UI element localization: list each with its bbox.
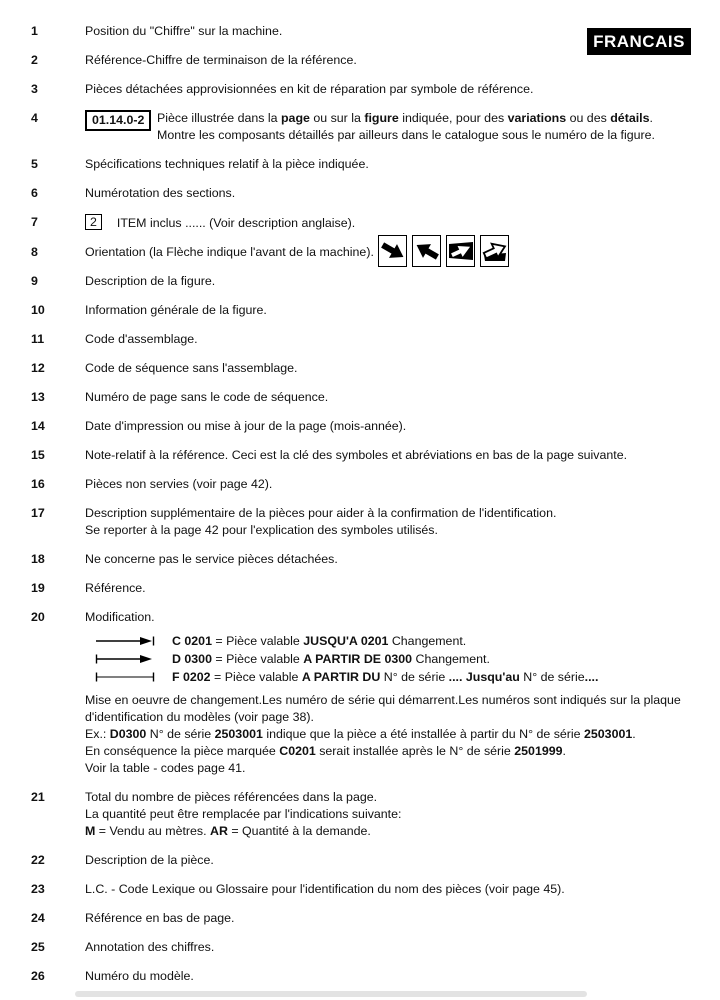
modification-legend-row <box>95 650 694 668</box>
text-segment: N° de série <box>146 727 215 741</box>
text-segment: 2503001 <box>584 727 633 741</box>
item-content <box>85 881 720 898</box>
item-number: 20 <box>31 610 45 624</box>
legend-item-row <box>0 81 720 98</box>
item-content <box>85 302 720 319</box>
text-line <box>85 910 694 927</box>
text-line <box>157 110 694 127</box>
item-content <box>85 447 720 464</box>
text-segment: = Quantité à la demande. <box>227 824 371 838</box>
text-line <box>85 505 694 522</box>
legend-item-row <box>0 910 720 927</box>
item-content <box>85 418 720 435</box>
text-segment: Code d'assemblage. <box>85 332 198 346</box>
item-number: 1 <box>31 24 38 38</box>
text-segment: Mise en oeuvre de changement.Les numéro de série qui démarrent.Les numéros sont indiqués sur la plaque <box>85 693 681 707</box>
text-segment: Ne concerne pas le service pièces détachées. <box>85 552 338 566</box>
text-segment: M <box>85 824 96 838</box>
text-segment: page <box>280 111 310 125</box>
text-line <box>85 52 694 69</box>
text-segment: Numéro de page sans le code de séquence. <box>85 390 329 404</box>
text-line <box>85 881 694 898</box>
item-lines <box>85 273 694 290</box>
item-lines <box>85 505 694 539</box>
text-line <box>85 302 694 319</box>
text-segment: ITEM inclus ...... (Voir description anglaise). <box>116 216 356 230</box>
text-segment: AR <box>210 824 228 838</box>
text-line <box>85 551 694 568</box>
text-segment: Référence. <box>85 581 146 595</box>
legend-item-row <box>0 360 720 377</box>
item-content <box>85 389 720 406</box>
legend-row-text <box>172 651 490 668</box>
text-line <box>85 360 694 377</box>
text-segment: 2503001 <box>214 727 263 741</box>
text-segment: indiquée, pour des <box>398 111 508 125</box>
modification-legend-row <box>95 668 694 686</box>
item-lines <box>85 81 694 98</box>
item-lines <box>85 476 694 493</box>
item-content <box>85 156 720 173</box>
text-segment: Numérotation des sections. <box>85 186 236 200</box>
item-number: 2 <box>31 53 38 67</box>
text-line <box>85 418 694 435</box>
item-lines <box>85 447 694 464</box>
legend-item-row <box>0 447 720 464</box>
bar-to-arrow-icon <box>95 653 157 665</box>
text-line <box>85 156 694 173</box>
item-lines <box>85 968 694 985</box>
language-badge: FRANCAIS <box>587 28 691 55</box>
text-segment: = Vendu au mètres. <box>95 824 211 838</box>
legend-list <box>0 23 720 985</box>
item-lines <box>85 418 694 435</box>
item-number: 25 <box>31 940 45 954</box>
text-segment: D0300 <box>109 727 147 741</box>
text-segment: Total du nombre de pièces référencées dans la page. <box>85 790 378 804</box>
item-content <box>85 968 720 985</box>
text-line <box>85 522 694 539</box>
text-segment: A PARTIR DU <box>301 669 381 684</box>
orientation-arrow-sw-icon <box>412 235 441 267</box>
text-segment: N° de série <box>380 669 449 684</box>
legend-item-row <box>0 476 720 493</box>
text-segment: ou des <box>566 111 611 125</box>
text-segment: Se reporter à la page 42 pour l'explication des symboles utilisés. <box>85 523 438 537</box>
text-segment: = Pièce valable <box>211 651 304 666</box>
item-number: 16 <box>31 477 45 491</box>
text-segment: indique que la pièce a été installée à partir du N° de série <box>262 727 584 741</box>
legend-item-row <box>0 580 720 597</box>
item-content <box>85 331 720 348</box>
text-line <box>85 273 694 290</box>
item-content <box>85 476 720 493</box>
text-segment: Numéro du modèle. <box>85 969 194 983</box>
item-lines <box>157 110 694 144</box>
text-segment: ou sur la <box>309 111 365 125</box>
text-line <box>85 23 694 40</box>
item-number: 13 <box>31 390 45 404</box>
item-number: 7 <box>31 215 38 229</box>
item-content <box>85 273 720 290</box>
item-content <box>85 551 720 568</box>
legend-item-row <box>0 968 720 985</box>
text-segment: = Pièce valable <box>210 669 302 684</box>
item-lines <box>85 939 694 956</box>
item-content <box>85 214 720 232</box>
text-segment: A PARTIR DE 0300 <box>303 651 413 666</box>
text-segment: Date d'impression ou mise à jour de la page (mois-année). <box>85 419 407 433</box>
item-number: 26 <box>31 969 45 983</box>
item-number: 12 <box>31 361 45 375</box>
text-line <box>85 214 694 232</box>
item-content <box>85 81 720 98</box>
legend-item-row <box>0 156 720 173</box>
legend-item-row <box>0 52 720 69</box>
orientation-icons <box>378 235 509 267</box>
item-lines <box>85 52 694 69</box>
legend-item-row <box>0 418 720 435</box>
modification-legend <box>95 632 694 686</box>
text-segment: Modification. <box>85 610 155 624</box>
text-segment: Référence-Chiffre de terminaison de la référence. <box>85 53 357 67</box>
item-number: 15 <box>31 448 45 462</box>
item-lines <box>85 881 694 898</box>
legend-item-row <box>0 185 720 202</box>
item-lines <box>85 609 694 626</box>
text-segment: Position du "Chiffre" sur la machine. <box>85 24 283 38</box>
text-segment: Note-relatif à la référence. Ceci est la clé des symboles et abréviations en bas de la page suivante. <box>85 448 628 462</box>
text-line <box>85 852 694 869</box>
legend-item-row <box>0 302 720 319</box>
legend-item-row <box>0 273 720 290</box>
text-segment: . <box>649 111 653 125</box>
text-line <box>85 939 694 956</box>
orientation-arrow-ne-outline-icon <box>480 235 509 267</box>
text-segment: D 0300 <box>172 651 212 666</box>
text-line <box>85 331 694 348</box>
legend-row-text <box>172 633 466 650</box>
item-content <box>85 52 720 69</box>
orientation-arrow-ne-inverse-icon <box>446 235 475 267</box>
text-line <box>85 81 694 98</box>
legend-item-row <box>0 244 720 261</box>
item-content <box>85 580 720 597</box>
arrow-to-bar-icon <box>95 635 157 647</box>
item-number: 4 <box>31 111 38 125</box>
text-segment: C0201 <box>279 744 316 758</box>
item-number: 24 <box>31 911 45 925</box>
text-segment: N° de série <box>519 669 585 684</box>
text-line <box>85 760 694 777</box>
text-segment: .... <box>584 669 599 684</box>
item-content <box>85 505 720 539</box>
bar-to-arrow-symbol <box>95 653 157 665</box>
text-line <box>85 185 694 202</box>
text-segment: Orientation (la Flèche indique l'avant de la machine). <box>85 245 374 259</box>
item-lines <box>85 302 694 319</box>
text-segment: . <box>632 727 636 741</box>
item-content <box>85 110 720 144</box>
item-lines <box>85 910 694 927</box>
item-number: 21 <box>31 790 45 804</box>
item-lines <box>85 551 694 568</box>
arrow-to-bar-symbol <box>95 635 157 647</box>
item-lines <box>85 331 694 348</box>
legend-item-row <box>0 23 720 40</box>
legend-item-row <box>0 939 720 956</box>
item-number: 3 <box>31 82 38 96</box>
item-lines <box>85 214 694 232</box>
text-line <box>85 692 694 709</box>
legend-row-text <box>172 669 598 686</box>
text-segment: Ex.: <box>85 727 110 741</box>
item-content <box>85 939 720 956</box>
text-segment: Description de la pièce. <box>85 853 214 867</box>
item-lines <box>85 23 694 40</box>
item-number: 23 <box>31 882 45 896</box>
orientation-arrow-se-icon <box>378 235 407 267</box>
text-line <box>85 743 694 760</box>
legend-item-row <box>0 852 720 869</box>
text-segment: Montre les composants détaillés par ailleurs dans le catalogue sous le numéro de la figure. <box>157 128 655 142</box>
text-segment: En conséquence la pièce marquée <box>85 744 280 758</box>
figure-reference-box: 01.14.0-2 <box>85 110 151 131</box>
text-line <box>85 709 694 726</box>
text-segment: Spécifications techniques relatif à la pièce indiquée. <box>85 157 369 171</box>
text-segment: Annotation des chiffres. <box>85 940 215 954</box>
legend-item-row <box>0 789 720 840</box>
bar-to-bar-icon <box>95 671 157 683</box>
item-lines <box>85 156 694 173</box>
item-inclus-box: 2 <box>85 214 102 230</box>
text-segment: variations <box>507 111 567 125</box>
item-lines <box>85 580 694 597</box>
text-segment: Information générale de la figure. <box>85 303 267 317</box>
text-segment: figure <box>364 111 399 125</box>
item-number: 19 <box>31 581 45 595</box>
text-line <box>85 968 694 985</box>
item-content <box>85 789 720 840</box>
item-number: 8 <box>31 245 38 259</box>
legend-item-row <box>0 389 720 406</box>
text-line <box>157 127 694 144</box>
legend-item-row <box>0 331 720 348</box>
text-segment: .... <box>448 669 463 684</box>
text-line <box>85 806 694 823</box>
modification-legend-row <box>95 632 694 650</box>
text-segment: détails <box>610 111 650 125</box>
text-segment: JUSQU'A 0201 <box>303 633 389 648</box>
item-number: 14 <box>31 419 45 433</box>
legend-item-row <box>0 609 720 777</box>
legend-item-row <box>0 505 720 539</box>
text-line <box>85 476 694 493</box>
item-number: 5 <box>31 157 38 171</box>
legend-item-row <box>0 110 720 144</box>
text-segment: Référence en bas de page. <box>85 911 235 925</box>
text-segment: = Pièce valable <box>211 633 304 648</box>
item-number: 18 <box>31 552 45 566</box>
item-lines <box>85 360 694 377</box>
text-segment: L.C. - Code Lexique ou Glossaire pour l'identification du nom des pièces (voir page 45). <box>85 882 565 896</box>
text-segment: Pièces détachées approvisionnées en kit de réparation par symbole de référence. <box>85 82 534 96</box>
text-line <box>85 447 694 464</box>
item-content <box>85 609 720 777</box>
item-content <box>85 244 720 261</box>
text-segment: Code de séquence sans l'assemblage. <box>85 361 298 375</box>
text-segment: Pièce illustrée dans la <box>157 111 281 125</box>
item-lines <box>85 389 694 406</box>
text-segment: Voir la table - codes page 41. <box>85 761 246 775</box>
text-segment: Pièces non servies (voir page 42). <box>85 477 273 491</box>
text-segment: Description supplémentaire de la pièces pour aider à la confirmation de l'identification. <box>85 506 557 520</box>
modification-paragraph <box>85 692 694 777</box>
item-content <box>85 360 720 377</box>
legend-item-row <box>0 551 720 568</box>
item-content <box>85 852 720 869</box>
text-line <box>85 580 694 597</box>
text-line <box>85 726 694 743</box>
text-segment: C 0201 <box>172 633 212 648</box>
text-segment: F 0202 <box>172 669 211 684</box>
text-line <box>85 609 694 626</box>
legend-item-row <box>0 214 720 232</box>
text-line <box>85 823 694 840</box>
item-lines <box>85 789 694 840</box>
legend-item-row <box>0 881 720 898</box>
item-lines <box>85 185 694 202</box>
text-segment: 2501999 <box>514 744 563 758</box>
text-segment: Changement. <box>388 633 467 648</box>
item-number: 6 <box>31 186 38 200</box>
text-line <box>85 789 694 806</box>
text-segment: La quantité peut être remplacée par l'indications suivante: <box>85 807 402 821</box>
text-line <box>85 389 694 406</box>
item-number: 22 <box>31 853 45 867</box>
item-number: 9 <box>31 274 38 288</box>
text-segment: serait installée après le N° de série <box>315 744 515 758</box>
item-content <box>85 23 720 40</box>
item-number: 11 <box>31 332 45 346</box>
text-segment: Jusqu'au <box>465 669 520 684</box>
item-number: 17 <box>31 506 45 520</box>
bar-to-bar-symbol <box>95 671 157 683</box>
item-content <box>85 910 720 927</box>
text-segment: Changement. <box>412 651 490 666</box>
text-segment: . <box>562 744 566 758</box>
scan-smudge <box>75 991 587 997</box>
item-lines <box>85 852 694 869</box>
item-content <box>85 185 720 202</box>
item-number: 10 <box>31 303 45 317</box>
text-segment: Description de la figure. <box>85 274 216 288</box>
text-segment: d'identification du modèles (voir page 38). <box>85 710 314 724</box>
